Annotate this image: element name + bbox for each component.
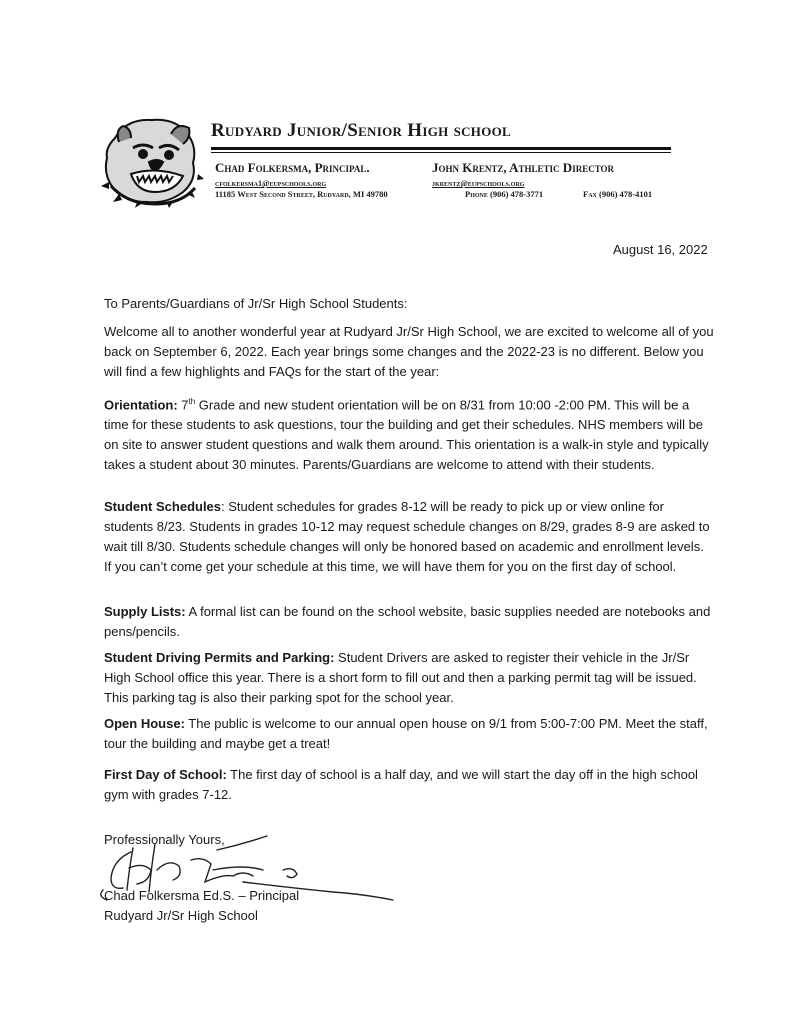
student-schedules-heading: Student Schedules bbox=[104, 499, 222, 514]
supply-lists-text: A formal list can be found on the school website, basic supplies needed are notebooks and pens/pencils. bbox=[104, 604, 711, 639]
salutation: To Parents/Guardians of Jr/Sr High School Students: bbox=[104, 296, 408, 311]
orientation-heading: Orientation: bbox=[104, 397, 178, 413]
orientation-superscript: th bbox=[188, 397, 196, 406]
orientation-text: Grade and new student orientation will be on 8/31 from 10:00 -2:00 PM. This will be a time for these students to ask questions, tour the building and get their schedules. NHS members will be on site to answer student questions and walk them around. This orientation is a walk-in style and typically takes a student about 30 minutes. Parents/Guardians are welcome to attend with their students. bbox=[104, 397, 709, 473]
open-house-heading: Open House: bbox=[104, 716, 185, 731]
school-phone: Phone (906) 478-3771 bbox=[465, 189, 544, 199]
signer-school: Rudyard Jr/Sr High School bbox=[104, 908, 258, 923]
principal-name: Chad Folkersma, Principal. bbox=[215, 160, 370, 175]
orientation-text-pre: 7 bbox=[177, 397, 189, 413]
bulldog-mascot-icon bbox=[97, 108, 205, 208]
signer-name: Chad Folkersma Ed.S. – Principal bbox=[104, 888, 300, 903]
student-schedules-text: : Student schedules for grades 8-12 will be ready to pick up or view online for students 8/23. Students in grades 10-12 may request schedule changes on 8/29, grades 8-9 are asked to wait till 8/30. Students schedule changes will only be honored based on academic and enrollment levels. If you can’t come get your schedule at this time, we will have them for you on the first day of school. bbox=[104, 499, 710, 574]
first-day-paragraph bbox=[104, 765, 714, 805]
open-house-text: The public is welcome to our annual open house on 9/1 from 5:00-7:00 PM. Meet the staff, tour the building and maybe get a treat! bbox=[104, 716, 708, 751]
athletic-director-email[interactable]: jkrentz@eupschools.org bbox=[432, 179, 525, 188]
athletic-director-name: John Krentz, Athletic Director bbox=[432, 160, 615, 175]
first-day-text: The first day of school is a half day, and we will start the day off in the high school gym with grades 7-12. bbox=[104, 767, 698, 802]
school-name: Rudyard Junior/Senior High school bbox=[211, 120, 511, 141]
letterhead-rule-thick bbox=[211, 147, 671, 150]
first-day-heading: First Day of School: bbox=[104, 767, 227, 782]
driving-permits-paragraph bbox=[104, 648, 714, 708]
supply-lists-paragraph bbox=[104, 602, 714, 642]
closing: Professionally Yours, bbox=[104, 832, 225, 847]
supply-lists-heading: Supply Lists: bbox=[104, 604, 186, 619]
school-fax: Fax (906) 478-4101 bbox=[583, 189, 653, 199]
school-address: 11185 West Second Street, Rudyard, MI 49780 bbox=[215, 189, 388, 199]
open-house-paragraph bbox=[104, 714, 714, 754]
principal-email[interactable]: cfolkersma1@eupschools.org bbox=[215, 179, 327, 188]
driving-permits-heading: Student Driving Permits and Parking: bbox=[104, 650, 335, 665]
letter-date: August 16, 2022 bbox=[613, 242, 708, 257]
intro-paragraph: Welcome all to another wonderful year at Rudyard Jr/Sr High School, we are excited to welcome all of you back on September 6, 2022. Each year brings some changes and the 2022-23 is no different. Below you will find a few highlights and FAQs for the start of the year: bbox=[104, 324, 714, 379]
student-schedules-paragraph bbox=[104, 497, 714, 577]
letterhead-rule-thin bbox=[211, 152, 671, 153]
driving-permits-text: Student Drivers are asked to register their vehicle in the Jr/Sr High School office this year. There is a short form to fill out and then a parking permit tag will be issued. This parking tag is also their parking spot for the school year. bbox=[104, 650, 697, 705]
orientation-paragraph bbox=[104, 392, 714, 475]
